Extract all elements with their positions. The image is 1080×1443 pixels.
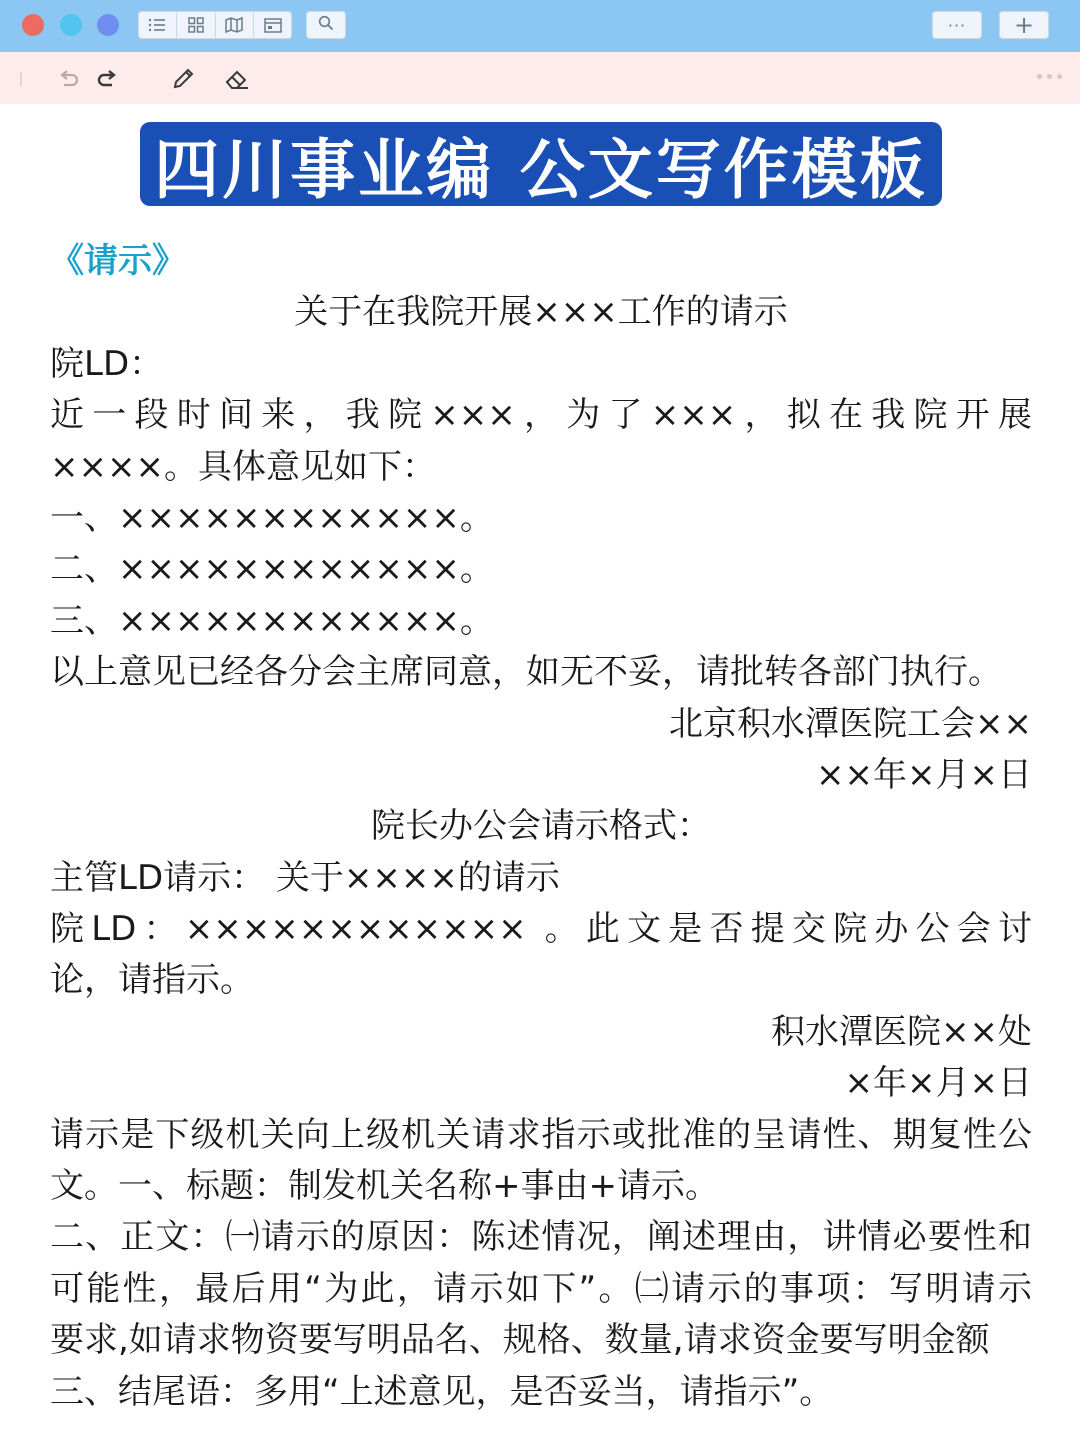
document-line: 文。一、标题：制发机关名称+事由+请示。 [50, 1166, 719, 1207]
list-view-icon[interactable] [138, 11, 177, 39]
document-line: 三、结尾语：多用“上述意见，是否妥当，请指示”。 [50, 1371, 834, 1412]
zoom-window-button[interactable] [97, 14, 119, 36]
document-line: 关于在我院开展×××工作的请示 [294, 292, 788, 333]
document-line: 院LD： [50, 343, 164, 384]
document-title: 四川事业编 公文写作模板 [154, 133, 928, 208]
document-line: 三、××××××××××××。 [50, 600, 494, 641]
document-line: 院LD：×××××××××××× 。此文是否提交院办公会讨 [50, 909, 1032, 950]
calendar-view-icon[interactable] [254, 11, 292, 39]
redo-icon[interactable] [94, 66, 120, 92]
document-lines [50, 287, 1032, 1418]
section-tag: 《请示》 [50, 241, 186, 281]
editing-toolbar [0, 52, 1080, 104]
document-line: 院长办公会请示格式： [371, 806, 711, 847]
document-line: 一、××××××××××××。 [50, 497, 494, 538]
document-line: 以上意见已经各分会主席同意，如无不妥，请批转各部门执行。 [50, 652, 1002, 693]
document-line: 论，请指示。 [50, 960, 254, 1001]
map-view-icon[interactable] [216, 11, 255, 39]
document-line: ××年×月×日 [816, 754, 1032, 795]
document-line: 近一段时间来，我院×××，为了×××，拟在我院开展 [50, 395, 1032, 436]
search-icon [318, 15, 334, 35]
search-button[interactable] [306, 11, 346, 39]
document-line: 请示是下级机关向上级机关请求指示或批准的呈请性、期复性公 [50, 1114, 1032, 1155]
document-line: 可能性，最后用“为此，请示如下”。㈡请示的事项：写明请示 [50, 1268, 1032, 1309]
document-title-banner [140, 122, 942, 206]
document-line: ×年×月×日 [844, 1063, 1032, 1104]
document-line: 主管LD请示： 关于××××的请示 [50, 857, 560, 898]
undo-icon[interactable] [56, 66, 82, 92]
close-window-button[interactable] [22, 14, 44, 36]
minimize-window-button[interactable] [60, 14, 82, 36]
document-line: 二、正文：㈠请示的原因：陈述情况，阐述理由，讲情必要性和 [50, 1217, 1032, 1258]
grid-view-icon[interactable] [177, 11, 216, 39]
toolbar-overflow-icon[interactable] [1037, 74, 1062, 79]
window-titlebar [0, 0, 1080, 52]
document-line: ××××。具体意见如下： [50, 446, 436, 487]
eraser-icon[interactable] [224, 66, 250, 92]
more-button[interactable]: ··· [932, 11, 982, 39]
sidebar-handle[interactable] [20, 72, 32, 86]
document-line: 北京积水潭医院工会×× [669, 703, 1032, 744]
add-button[interactable]: + [999, 11, 1049, 39]
document-body [50, 236, 1032, 1418]
view-switcher [138, 11, 292, 39]
pen-icon[interactable] [170, 66, 196, 92]
document-line: 要求,如请求物资要写明品名、规格、数量,请求资金要写明金额 [50, 1320, 990, 1361]
document-line: 二、××××××××××××。 [50, 549, 494, 590]
document-line: 积水潭医院××处 [771, 1011, 1032, 1052]
